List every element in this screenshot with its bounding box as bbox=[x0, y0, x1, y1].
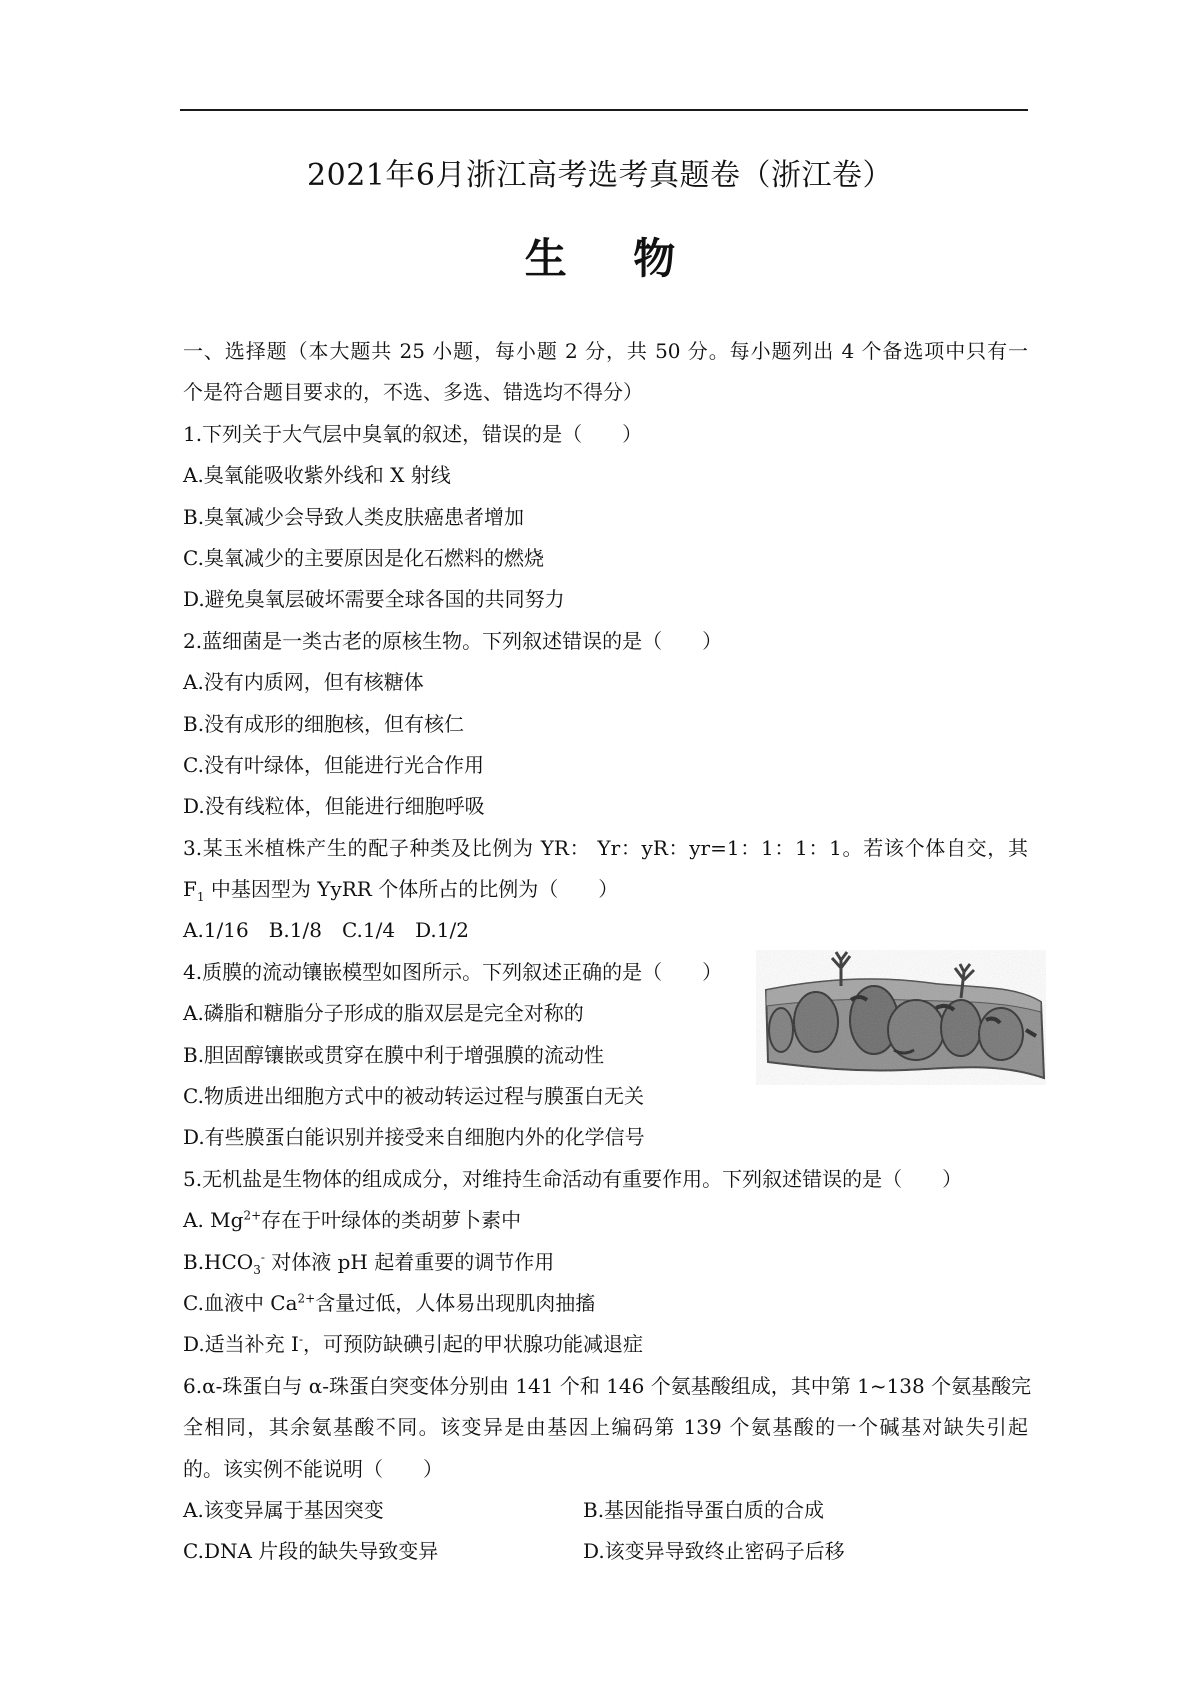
section-instructions-1: 一、选择题（本大题共 25 小题，每小题 2 分，共 50 分。每小题列出 4 个备选项中只有一 bbox=[183, 339, 1028, 363]
q6-stem-2: 全相同，其余氨基酸不同。该变异是由基因上编码第 139 个氨基酸的一个碱基对缺失引起 bbox=[183, 1415, 1028, 1440]
q1-option-b: B.臭氧减少会导致人类皮肤癌患者增加 bbox=[183, 504, 525, 529]
q1-option-c: C.臭氧减少的主要原因是化石燃料的燃烧 bbox=[183, 545, 544, 570]
q3-f-label: F bbox=[183, 877, 197, 902]
q6-stem-1: 6.α-珠蛋白与 α-珠蛋白突变体分别由 141 个和 146 个氨基酸组成，其中第 1~138 个氨基酸完 bbox=[183, 1373, 1032, 1398]
q1-option-d: D.避免臭氧层破坏需要全球各国的共同努力 bbox=[183, 587, 565, 612]
q5-d-sup: - bbox=[298, 1332, 303, 1347]
q3-option-b: B.1/8 bbox=[268, 918, 322, 943]
q3-stem-1: 3.某玉米植株产生的配子种类及比例为 YR： Yr：yR：yr=1：1：1：1。若该个体自交，其 bbox=[183, 835, 1028, 860]
q4-option-b: B.胆固醇镶嵌或贯穿在膜中利于增强膜的流动性 bbox=[183, 1042, 605, 1067]
q6-options-row-1 bbox=[183, 1490, 1028, 1531]
q4-option-a: A.磷脂和糖脂分子形成的脂双层是完全对称的 bbox=[183, 1001, 584, 1026]
q6-option-a: A.该变异属于基因突变 bbox=[183, 1497, 384, 1522]
q3-stem-2 bbox=[183, 869, 1028, 910]
q3-option-c: C.1/4 bbox=[341, 918, 396, 943]
q5-d-post: ，可预防缺碘引起的甲状腺功能减退症 bbox=[303, 1332, 643, 1357]
q2-stem: 2.蓝细菌是一类古老的原核生物。下列叙述错误的是（ ） bbox=[183, 628, 723, 653]
q5-b-sub: 3 bbox=[253, 1262, 261, 1277]
q5-b-sup: - bbox=[260, 1249, 265, 1264]
q1-option-a: A.臭氧能吸收紫外线和 X 射线 bbox=[183, 463, 451, 488]
q3-option-d: D.1/2 bbox=[415, 918, 469, 943]
q5-a-sup: 2+ bbox=[243, 1208, 262, 1223]
page-title: 2021年6月浙江高考选考真题卷（浙江卷） bbox=[307, 158, 893, 193]
membrane-model-figure bbox=[756, 950, 1046, 1085]
q2-option-b: B.没有成形的细胞核，但有核仁 bbox=[183, 711, 465, 736]
q3-stem-2-text: 中基因型为 YyRR 个体所占的比例为（ ） bbox=[204, 877, 619, 902]
q6-option-d: D.该变异导致终止密码子后移 bbox=[583, 1539, 845, 1564]
q2-option-a: A.没有内质网，但有核糖体 bbox=[183, 670, 424, 695]
q4-option-d: D.有些膜蛋白能识别并接受来自细胞内外的化学信号 bbox=[183, 1125, 645, 1150]
q5-d-pre: D.适当补充 I bbox=[183, 1332, 299, 1357]
q3-options bbox=[183, 910, 1028, 951]
q6-option-c: C.DNA 片段的缺失导致变异 bbox=[183, 1539, 439, 1564]
q5-c-post: 含量过低，人体易出现肌肉抽搐 bbox=[315, 1290, 596, 1315]
q5-option-a bbox=[183, 1200, 1028, 1241]
q5-option-c bbox=[183, 1283, 1028, 1324]
q6-option-b: B.基因能指导蛋白质的合成 bbox=[583, 1497, 825, 1522]
q5-a-pre: A. Mg bbox=[183, 1208, 244, 1233]
header-rule bbox=[180, 109, 1028, 111]
q2-option-c: C.没有叶绿体，但能进行光合作用 bbox=[183, 752, 484, 777]
q4-stem: 4.质膜的流动镶嵌模型如图所示。下列叙述正确的是（ ） bbox=[183, 959, 723, 984]
q6-stem-3: 的。该实例不能说明（ ） bbox=[183, 1456, 443, 1481]
q5-option-b bbox=[183, 1242, 1028, 1283]
subject-heading: 生 物 bbox=[524, 234, 702, 283]
q5-b-post: 对体液 pH 起着重要的调节作用 bbox=[264, 1249, 555, 1274]
q5-a-post: 存在于叶绿体的类胡萝卜素中 bbox=[261, 1208, 522, 1233]
q2-option-d: D.没有线粒体，但能进行细胞呼吸 bbox=[183, 794, 485, 819]
q5-c-sup: 2+ bbox=[297, 1291, 316, 1306]
q5-option-d bbox=[183, 1324, 1028, 1365]
section-instructions-2: 个是符合题目要求的，不选、多选、错选均不得分） bbox=[183, 380, 643, 405]
q6-options-row-2 bbox=[183, 1531, 1028, 1572]
q1-stem: 1.下列关于大气层中臭氧的叙述，错误的是（ ） bbox=[183, 421, 643, 446]
q5-b-pre: B.HCO bbox=[183, 1249, 254, 1274]
q5-c-pre: C.血液中 Ca bbox=[183, 1290, 298, 1315]
q5-stem: 5.无机盐是生物体的组成成分，对维持生命活动有重要作用。下列叙述错误的是（ ） bbox=[183, 1166, 963, 1191]
q3-option-a: A.1/16 bbox=[183, 918, 249, 943]
q3-f-subscript: 1 bbox=[196, 890, 205, 905]
q4-option-c: C.物质进出细胞方式中的被动转运过程与膜蛋白无关 bbox=[183, 1084, 644, 1109]
